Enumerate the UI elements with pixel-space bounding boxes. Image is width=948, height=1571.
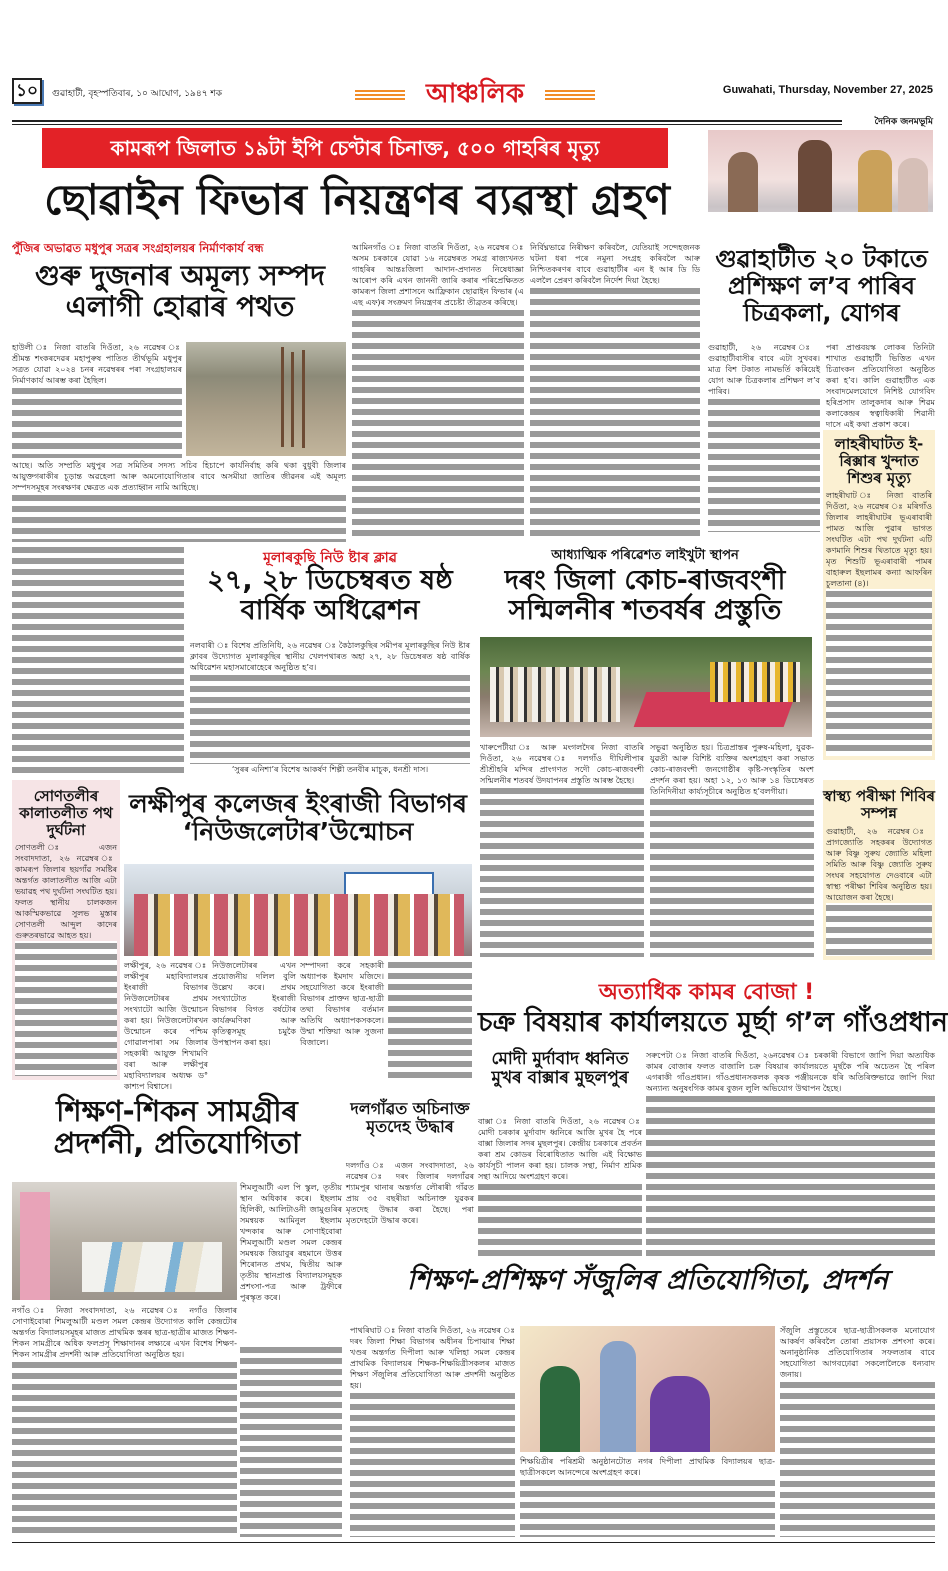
footer-rule [12,1542,935,1543]
text-lines [12,545,184,775]
shikshan-headline: শিক্ষণ-শিকন সামগ্ৰীৰ প্ৰদৰ্শনী, প্ৰতিযোগিতা [53,1094,301,1161]
dalgaon-body [346,1160,474,1260]
dalgaon-text: দলগাঁও ঃ এজন সংবাদদাতা, ২৬ নৱেম্বৰ ঃ দৰং জিলাৰ দলগাঁৱৰ শ্যামপুৰ থানাৰ অন্তৰ্গত লৌৰাৰী গাঁৱত প্ৰায় ৩৫ বছৰীয়া অচিনাক্ত যুৱকৰ মৃতদেহ উদ্ধাৰ কৰা হৈছে। পৰা মৃতদেহটো উদ্ধাৰ কৰে। [346,1161,474,1225]
procession-photo [480,637,812,737]
section-logo [355,74,595,114]
text-lines [12,386,182,458]
dalgaon-headline: দলগাঁৱত অচিনাক্ত মৃতদেহ উদ্ধাৰ [350,1099,470,1136]
shikshan-text: শিমলুআটী এল পি স্কুল, তৃতীয় স্থান অধিকাৰ কৰে। ইছলাম হিলিকী, আলিটাওনী জামুগুৰিৰ সমন্বয়ক আমিনুল ইছলাম খন্দকাৰ আৰু সোণাইবোৰা শিমলুআটী মণ্ডল সমল কেন্দ্ৰৰ সমন্বয়ক জিয়াবুৰ ৰহমানে উত্তৰ শিৰোনত প্ৰথম, দ্বিতীয় আৰু তৃতীয় স্থানপ্ৰাপ্ত বিদ্যালয়সমূহক প্ৰশংসা-পত্ৰ আৰু ট্ৰফীৰে পুৰস্কৃত কৰে। [240,1183,342,1302]
logo-stripes-left [355,88,405,100]
madhupur-body-col3 [12,545,184,775]
madhupur-headline: গুৰু দুজনাৰ অমূল্য সম্পদ এলাগী হোৱাৰ পথত [35,259,325,324]
lahorighat-box [823,430,935,760]
logo-stripes-right [545,88,595,100]
lahorighat-text: লাহৰীঘাট ঃ নিজা বাতৰি দিওঁতা, ২৬ নৱেম্বৰ ঃ মৰিগাঁও জিলাৰ লাহৰীঘাটৰ ভূএৰাবাৰী পামত আজি পুৱাৰ ভাগত সংঘটিত এটা পথ দুৰ্ঘটনা এটি কণমানি শিশুৰ থিতাতে মৃত্যু হয়। মৃত শিশুটি ভূএৰাবাৰী পামৰ বাহাৰুল ইছলামৰ কন্যা আফৰিন চুলতানা (৪)। [826,491,932,589]
pathorighat-text: শিক্ষয়িত্ৰীৰ পৰিশ্ৰমী অনুষ্ঠানটোত নগৰ দিপীলা প্ৰাথমিক বিদ্যালয়ৰ ছাত্ৰ-ছাত্ৰীসকলে আনন্দেৰে অংশগ্ৰহণ কৰে। [520,1457,775,1477]
modi-headline: মোদী মুৰ্দাবাদ ধ্বনিত মুখৰ বাক্সাৰ মুছলপুৰ [491,1049,629,1089]
text-lines [780,1380,935,1537]
madhupur-body-text: হাউলী ঃ নিজা বাতৰি দিওঁতা, ২৬ নৱেম্বৰ ঃ শ্ৰীমন্ত শংকৰদেৱৰ মহাপুৰুষ পাতিত তীৰ্থভূমি মধুপুৰ সত্ৰত যোৱা ২০২৪ চনৰ নৱেম্বৰৰ পৰা সংগ্ৰহালয়ৰ নিৰ্মাণকাৰ্য আৰম্ভ কৰা হৈছিল। [12,343,182,385]
text-lines [826,589,932,756]
health-camp-headline: স্বাস্থ্য পৰীক্ষা শিবিৰ সম্পন্ন [823,787,935,822]
mularkuchi-kicker: মূলাৰকুছি নিউ ষ্টাৰ ক্লাৱ [263,550,397,566]
sonatoli-headline: সোণতলীৰ কালাতলীত পথ দুৰ্ঘটনা [19,787,113,839]
text-lines [650,797,814,957]
health-camp-body [823,822,935,960]
page-number: ১০ [12,78,42,104]
lakhipur-headline: লক্ষীপুৰ কলেজৰ ইংৰাজী বিভাগৰ ‘নিউজলেটাৰ’উন্মোচন [129,789,467,846]
lead-body-col1 [352,242,524,538]
english-date: Guwahati, Thursday, November 27, 2025 [722,84,933,96]
lakhipur-body-col3 [300,960,384,1080]
gaonpradhan-headline: চক্ৰ বিষয়াৰ কাৰ্যালয়তে মূৰ্ছা গ’ল গাঁওপ্ৰধান [478,1007,948,1038]
sonatoli-text: সোণতলী ঃ এজন সংবাদদাতা, ২৬ নৱেম্বৰ ঃ কামৰূপ জিলাৰ ছয়গাঁৱ সমষ্টিৰ অন্তৰ্গত কালাতলীত আজি এটা ভয়াৱহ পথ দুৰ্ঘটনা সংঘটিত হয়। ফলত স্থানীয় চালকজন আকস্মিকভাৱে সুলভ মুস্তাৰ সোণতলী আব্দুল কাদেৰ গুৰুতৰভাৱে আহত হয়। [15,843,117,941]
shikshan-body-col3 [240,1345,342,1537]
guwahati-art-headline: গুৱাহাটীত ২০ টকাতে প্ৰশিক্ষণ ল’ব পাৰিব চিত্ৰকলা, যোগৰ [715,245,928,327]
shikshan-body-col1 [12,1305,237,1537]
text-lines [352,308,524,538]
modi-body [478,1116,642,1261]
mularkuchi-headline: ২৭, ২৮ ডিচেম্বৰত ষষ্ঠ বাৰ্ষিক অধিৱেশন [207,565,453,627]
modi-text: বাক্সা ঃ নিজা বাতৰি দিওঁতা, ২৬ নৱেম্বৰ ঃ মোদী চৰকাৰ মুৰ্দাবাদ ধ্বনিৰে আজি মুখৰ হৈ পৰে বাক্সা জিলাৰ সদৰ মুছলপুৰ। কেন্দ্ৰীয় চৰকাৰে প্ৰবৰ্তন কৰা শ্ৰম কোডৰ বিৰোধিতাত আজি এই বিক্ষোভ কাৰ্যসূচী পালন কৰা হয়। চালক সন্থা, নিৰ্মাণ শ্ৰমিক সন্থা আদিয়ে অংশগ্ৰহণ কৰে। [478,1117,642,1181]
shikshan-text: নগাঁও ঃ নিজা সংবাদদাতা, ২৬ নৱেম্বৰ ঃ নগাঁও জিলাৰ সোণাইবোৰা শিমলুআটী মণ্ডল সমল কেন্দ্ৰৰ উদ্যোগত কালি কেন্দ্ৰটোৰ অন্তৰ্গত বিদ্যালয়সমূহৰ মাজত প্ৰাথমিক স্তৰৰ ছাত্ৰ-ছাত্ৰীৰ মাজত শিক্ষণ-শিকন সামগ্ৰীৰে অধিক ফলপ্ৰসূ শিক্ষাদানৰ লক্ষ্যৰে এখন বিশেষ শিক্ষণ-শিকন সামগ্ৰীৰ প্ৰদৰ্শনী আৰু প্ৰতিযোগিতা অনুষ্ঠিত হয়। [12,1306,237,1359]
paper-name: দৈনিক জনমভূমি [874,117,933,127]
red-banner: কামৰূপ জিলাত ১৯টা ইপি চেণ্টাৰ চিনাক্ত, ৫০০ গাহৰিৰ মৃত্যু [42,128,668,168]
gaonpradhan-text: সৰুপেটা ঃ নিজা বাতৰি দিওঁতা, ২৬নৱেম্বৰ ঃ চৰকাৰী বিভাগে জাপি দিয়া অত্যধিক কামৰ বোজাৰ ফলত বাজালি চক্ৰ বিষয়াৰ কাৰ্যালয়তে মূৰ্ছকৈ পৰি অচেতন হৈ পৰিল এগৰাকী গাঁওপ্ৰধান। গাঁওপ্ৰধানসকলক কৃষক পঞ্জীয়নকে ধৰি অতিৰিক্তভাৱে জাপি দিয়া অন্যান্য অনুষংগিক কামৰ বুজন লুলি অভিযোগ উত্থাপন হৈছে। [646,1051,935,1093]
lakhipur-body-col4 [388,960,472,1080]
shikshan-body-col2 [240,1182,342,1342]
pathorighat-text: সঁজুলি প্ৰস্তুতেৰে ছাত্ৰ-ছাত্ৰীসকলক মনোযোগ আকৰ্ষণ কৰিবলৈ তোৰা প্ৰয়াসক প্ৰশংসা কৰে। অনানুষ্ঠানিক প্ৰতিযোগিতাৰ সফলতাৰ বাবে সহযোগিতা আগবঢ়োৱা সকলোলৈকে ধন্যবাদ জনায়। [780,1326,935,1379]
health-camp-text: গুৱাহাটী, ২৬ নৱেম্বৰ ঃ প্ৰাগজ্যোতি সহকৰৰ উদ্যোগত আৰু বিষ্ণু সুৰুয জ্যোতি মহিলা সমিতি আৰু বিষ্ণু জ্যোতি সুৰুয সংঘৰ সহযোগত দেওবাৰে এটা স্বাস্থ্য পৰীক্ষা শিবিৰ অনুষ্ঠিত হয়। আয়োজন কৰা হৈছে। [826,826,932,902]
text-lines [388,960,472,1080]
header-rule [12,120,842,122]
text-lines [15,941,117,1076]
text-lines [12,1360,237,1537]
sonatoli-body [12,838,120,1080]
lahorighat-headline: লাহৰীঘাটত ই-ৰিক্সাৰ খুন্দাত শিশুৰ মৃত্যু [834,435,924,487]
lakhipur-body-col1 [124,960,208,1091]
darrang-text: সভুৱা অনুষ্ঠিত হয়। চিত্ৰপ্ৰান্তৰ পুৰুষ-মহিলা, যুৱক-যুৱতী আৰু বিশিষ্ট ব্যক্তিৰ অংশগ্ৰহণ কৰা সভাত কোচ-ৰাজবংশী জনগোষ্ঠীৰ কৃষ্টি-সংস্কৃতিৰ অংশ প্ৰদৰ্শন কৰা হয়। অহা ১২, ১৩ আৰু ১৪ ডিচেম্বৰত তিনিদিনীয়া কাৰ্য্যসূচীৰে অনুষ্ঠিত হ’বলগীয়া। [650,743,814,796]
sonatoli-box [12,780,120,1080]
guwahati-art-text: পৰা প্ৰাপ্তবয়স্ক লোকৰ তিনিটা শাখাত গুৱাহাটী ভিত্তিত এখন চিত্ৰাংকন প্ৰতিযোগিতা অনুষ্ঠিত কৰা হ’ব। কালি গুৱাহাটীত এক সংবাদমেলযোগে নিশিষ্ট যোগবিদ হৰিপ্ৰসাদ তালুকদাৰ আৰু শিৱম কলাকেন্দ্ৰৰ স্বত্বাধিকাৰী শিৱানী দাসে এই কথা প্ৰকাশ কৰে। [826,343,935,429]
teachers-photo [520,1326,775,1452]
header-rule [12,124,842,125]
text-lines [826,903,932,956]
pathorighat-text: পাথৰিঘাট ঃ নিজা বাতৰি দিওঁতা, ২৬ নৱেম্বৰ ঃ দৰং জিলা শিক্ষা বিভাগৰ অধীনৰ চিপাঝাৰ শিক্ষা খণ্ডৰ অন্তৰ্গত দিপীলা আৰু খলিহা সমল কেন্দ্ৰৰ প্ৰাথমিক বিদ্যালয়ৰ শিক্ষক-শিক্ষয়িত্ৰীসকলৰ মাজত শিক্ষণ সঁজুলিৰ প্ৰতিযোগিতা আৰু প্ৰদৰ্শনী অনুষ্ঠিত হয়। [350,1326,515,1390]
text-lines [520,1478,775,1537]
gaonpradhan-body [646,1050,935,1260]
madhupur-body-col1 [12,342,182,458]
text-lines [12,493,346,542]
lakhipur-text: সম্পাদনা কৰে সহকাৰী অধ্যাপক ইমদাদ মজিদে। সহযোগিতা কৰে ইংৰাজী বিভাগৰ প্ৰাক্তন ছাত্ৰ-ছাত্ৰী তথা বিভাগৰ বৰ্তমান অতিথি অধ্যাপকসকলে। উম্মা শক্তিয়া আৰু সুজনা বিজালে। [300,961,384,1047]
guwahati-art-col1 [708,342,820,532]
lakhipur-text: লক্ষীপুৰ, ২৬ নৱেম্বৰ ঃ লক্ষীপুৰ মহাবিদ্যালয়ৰ ইংৰাজী বিভাগৰ নিউজলেটাৰৰ প্ৰথম সংখ্যাটো আজি উন্মোচন কৰা হয়। নিউজলেটাৰখন উন্মোচন কৰে পশ্চিম গোৱালপাৰা সম জিলাৰ সহকাৰী আয়ুক্ত শিখামণি বৰা আৰু লক্ষীপুৰ মহাবিদ্যালয়ৰ অধ্যক্ষ ড° কাশ্যপ বিশ্বাসে। [124,961,208,1091]
darrang-body-col1 [480,742,644,957]
text-lines [480,786,644,957]
health-camp-box [823,780,935,960]
darrang-headline: দৰং জিলা কোচ-ৰাজবংশী সন্মিলনীৰ শতবৰ্ষৰ প্ৰস্তুতি [504,565,786,627]
text-lines [190,673,470,764]
mularkuchi-body [190,640,470,764]
assamese-date: গুৱাহাটী, বৃহস্পতিবাৰ, ১০ আঘোণ, ১৯৪৭ শক [52,89,223,99]
press-conference-photo [708,130,933,240]
text-lines [530,286,700,538]
text-lines [646,1094,935,1260]
guwahati-art-col2 [826,342,935,429]
text-lines [478,1182,642,1261]
guwahati-art-text: গুৱাহাটী, ২৬ নৱেম্বৰ ঃ গুৱাহাটীবাসীৰ বাবে এটা সুখবৰ। মাত্ৰ বিশ টকাত নামভৰ্তি কৰিয়েই যোগ আৰু চিত্ৰকলাৰ প্ৰশিক্ষণ ল’ব পাৰিব। [708,343,820,396]
madhupur-body-text: আছে। অতি সম্প্ৰতি মধুপুৰ সত্ৰ সমিতিৰ সদস্য সচিব হিচাপে কাৰ্যনিৰ্বাহ কৰি থকা বুধুবী জিলাৰ আয়ুক্তগৰাকীৰ চূড়ান্ত অৱহেলা আৰু অমনোযোগিতাৰ বাবে অসমীয়া জাতিৰ জীৱনৰ এই অমূল্য সম্পদসমূহৰ সংৰক্ষণৰ ক্ষেত্ৰত এক প্ৰত্যাহ্বান নামি আহিছে। [12,461,346,492]
darrang-kicker: আধ্যাত্মিক পৰিৱেশত লাইখুটা স্থাপন [551,548,739,563]
construction-site-photo [186,342,346,456]
darrang-text: খাৰুপেটীয়া ঃ আৰু মংগলদৈৰ নিজা বাতৰি দিওঁতা, ২৬ নৱেম্বৰ ঃ দলগাঁও দীঘিলীপাৰ শ্ৰীশ্ৰীহৰি মন্দিৰ প্ৰাংগণত সদৌ কোচ-ৰাজবংশী সন্মিলনীৰ শতবৰ্ষ উদযাপনৰ প্ৰস্তুতি আৰম্ভ হৈছে। [480,743,644,785]
pathorighat-body-col1 [350,1325,515,1537]
pathorighat-body-col2 [520,1456,775,1537]
gaonpradhan-kicker: অত্যাধিক কামৰ বোজা ! [598,980,815,1005]
madhupur-kicker: পুঁজিৰ অভাৱত মধুপুৰ সত্ৰৰ সংগ্ৰহালয়ৰ নিৰ্মাণকাৰ্য বন্ধ [12,241,264,255]
lead-body-text: আমিনগাঁও ঃ নিজা বাতৰি দিওঁতা, ২৬ নৱেম্বৰ ঃ অসম চৰকাৰে যোৱা ১৬ নৱেম্বৰত সমগ্ৰ ৰাজ্যখনত গাহৰিৰ আন্তঃজিলা আদান-প্ৰদানত নিষেধাজ্ঞা আৰোপ কৰি এখন জাননী জাৰি কৰাৰ পৰিপ্ৰেক্ষিতত কামৰূপ জিলা প্ৰশাসনে আফ্ৰিকান ছোৱাইন ফিভাৰ (এ এছ এফ)ৰ সংক্ৰমণ নিয়ন্ত্ৰণৰ প্ৰচেষ্টা তীব্ৰতৰ কৰিছে। [352,243,524,307]
pathorighat-headline: শিক্ষণ-প্ৰশিক্ষণ সঁজুলিৰ প্ৰতিযোগিতা, প্ৰদৰ্শন [407,1265,888,1296]
text-lines [708,397,820,532]
text-lines [240,1345,342,1537]
madhupur-body-col2 [12,460,346,542]
lead-headline: ছোৱাইন ফিভাৰ নিয়ন্ত্ৰণৰ ব্যৱস্থা গ্ৰহণ [44,175,670,224]
lead-body-col2 [530,242,700,538]
mularkuchi-footer: ‘সুৰৰ এনিশা’ৰ বিশেষ আকৰ্ষণ শিল্পী তনবীৰ মাচুক, ধনশ্ৰী দাস। [231,765,429,774]
exhibition-photo [12,1182,237,1300]
lakhipur-body-col2 [212,960,296,1080]
newsletter-launch-photo [124,864,472,956]
text-lines [350,1391,515,1537]
lakhipur-text: নিউজলেটাৰৰ এখন প্ৰয়োজনীয় দলিল বুলি উল্লেখ কৰে। প্ৰথম সংখ্যাটোত ইংৰাজী বিভাগৰ বিগত বৰ্ষটোৰ কাৰ্যক্ৰমণিকা আৰু কৃতিত্বসমূহ চমুকৈ উপস্থাপন কৰা হয়। [212,961,296,1047]
mularkuchi-text: নলবাৰী ঃ বিশেষ প্ৰতিনিধি, ২৬ নৱেম্বৰ ঃ কৈঠালকুছিৰ সমীপৰ মূলাৰকুছিৰ নিউ ষ্টাৰ ক্লাবৰ উদ্যোগত মূলাৰকুছিৰ স্থানীয় খেলপথাৰত অহা ২৭, ২৮ ডিচেম্বৰত ষষ্ঠ বাৰ্ষিক অধিৱেশন মহাসমাৰোহেৰে অনুষ্ঠিত হ’ব। [190,641,470,672]
lahorighat-body [823,486,935,760]
logo-text: আঞ্চলিক [425,79,525,109]
lead-body-text: নিৰ্বিঘ্নভাৱে নিৰীক্ষণ কৰিবলৈ, যেতিয়াই সন্দেহজনক ঘটনা ধৰা পৰে নমুনা সংগ্ৰহ কৰিবলৈ আৰু নিশ্চিতকৰণৰ বাবে গুৱাহাটীৰ এন ই আৰ ডি ডি এললৈ প্ৰেৰণ কৰিবলৈ নিৰ্দেশ দিয়া হৈছে। [530,243,700,285]
pathorighat-body-col3 [780,1325,935,1537]
darrang-body-col2 [650,742,814,957]
